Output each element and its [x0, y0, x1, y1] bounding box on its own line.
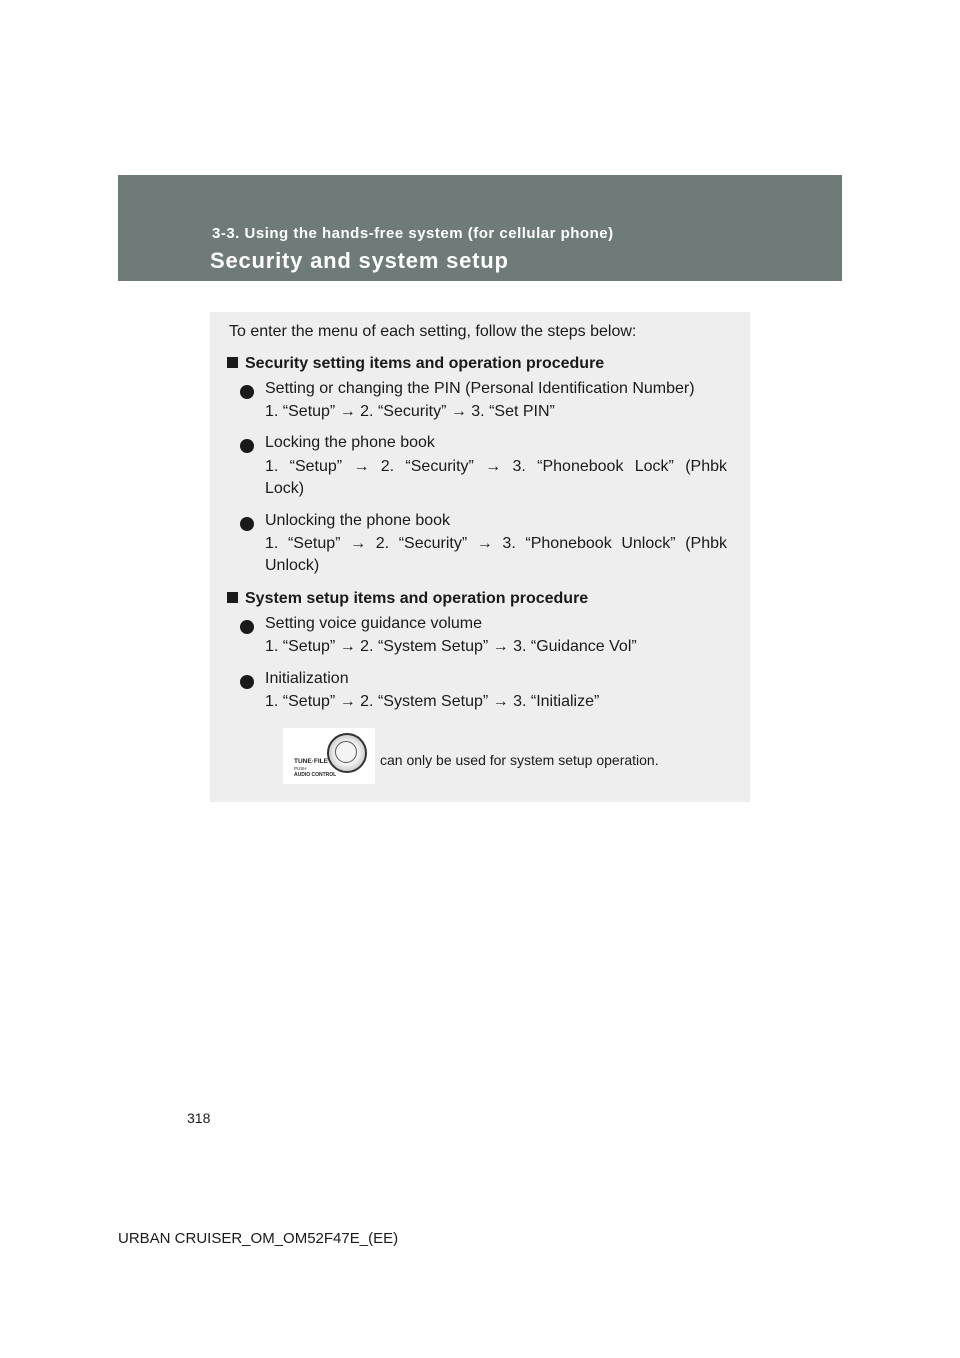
item-label: Unlocking the phone book	[265, 512, 451, 529]
bullet-icon	[240, 439, 254, 453]
square-bullet-icon	[227, 357, 238, 368]
item-steps: 1. “Setup” → 2. “Security” → 3. “Phonebook Lock” (Phbk	[265, 458, 727, 475]
knob-note: can only be used for system setup operation.	[380, 752, 659, 768]
info-box	[210, 312, 750, 802]
system-heading: System setup items and operation procedure	[227, 588, 588, 610]
header-band	[118, 175, 842, 281]
security-heading: Security setting items and operation procedure	[227, 353, 604, 375]
item-steps-cont: Unlock)	[265, 557, 320, 574]
item-steps: 1. “Setup” → 2. “Security” → 3. “Phonebook Unlock” (Phbk	[265, 535, 727, 552]
knob-label: PUSH	[294, 766, 307, 771]
bullet-icon	[240, 517, 254, 531]
item-steps: 1. “Setup” → 2. “System Setup” → 3. “Guidance Vol”	[265, 638, 637, 655]
footer-code: URBAN CRUISER_OM_OM52F47E_(EE)	[118, 1230, 399, 1247]
item-label: Initialization	[265, 670, 349, 687]
item-steps: 1. “Setup” → 2. “Security” → 3. “Set PIN”	[265, 403, 555, 420]
item-label: Locking the phone book	[265, 434, 435, 451]
item-label: Setting or changing the PIN (Personal Identification Number)	[265, 380, 695, 397]
item-label: Setting voice guidance volume	[265, 615, 483, 632]
bullet-icon	[240, 385, 254, 399]
item-steps-cont: Lock)	[265, 480, 305, 497]
page-number: 318	[187, 1110, 211, 1126]
item-steps: 1. “Setup” → 2. “System Setup” → 3. “Initialize”	[265, 693, 600, 710]
knob-label: TUNE·FILE	[294, 758, 328, 765]
bullet-icon	[240, 620, 254, 634]
square-bullet-icon	[227, 592, 238, 603]
bullet-icon	[240, 675, 254, 689]
knob-label: AUDIO CONTROL	[294, 772, 337, 778]
knob-dial-icon	[327, 733, 367, 773]
tune-file-knob-icon	[283, 728, 375, 784]
section-label: 3-3. Using the hands-free system (for cellular phone)	[212, 225, 614, 242]
intro-text: To enter the menu of each setting, follow the steps below:	[229, 323, 637, 340]
page-title: Security and system setup	[210, 248, 509, 273]
